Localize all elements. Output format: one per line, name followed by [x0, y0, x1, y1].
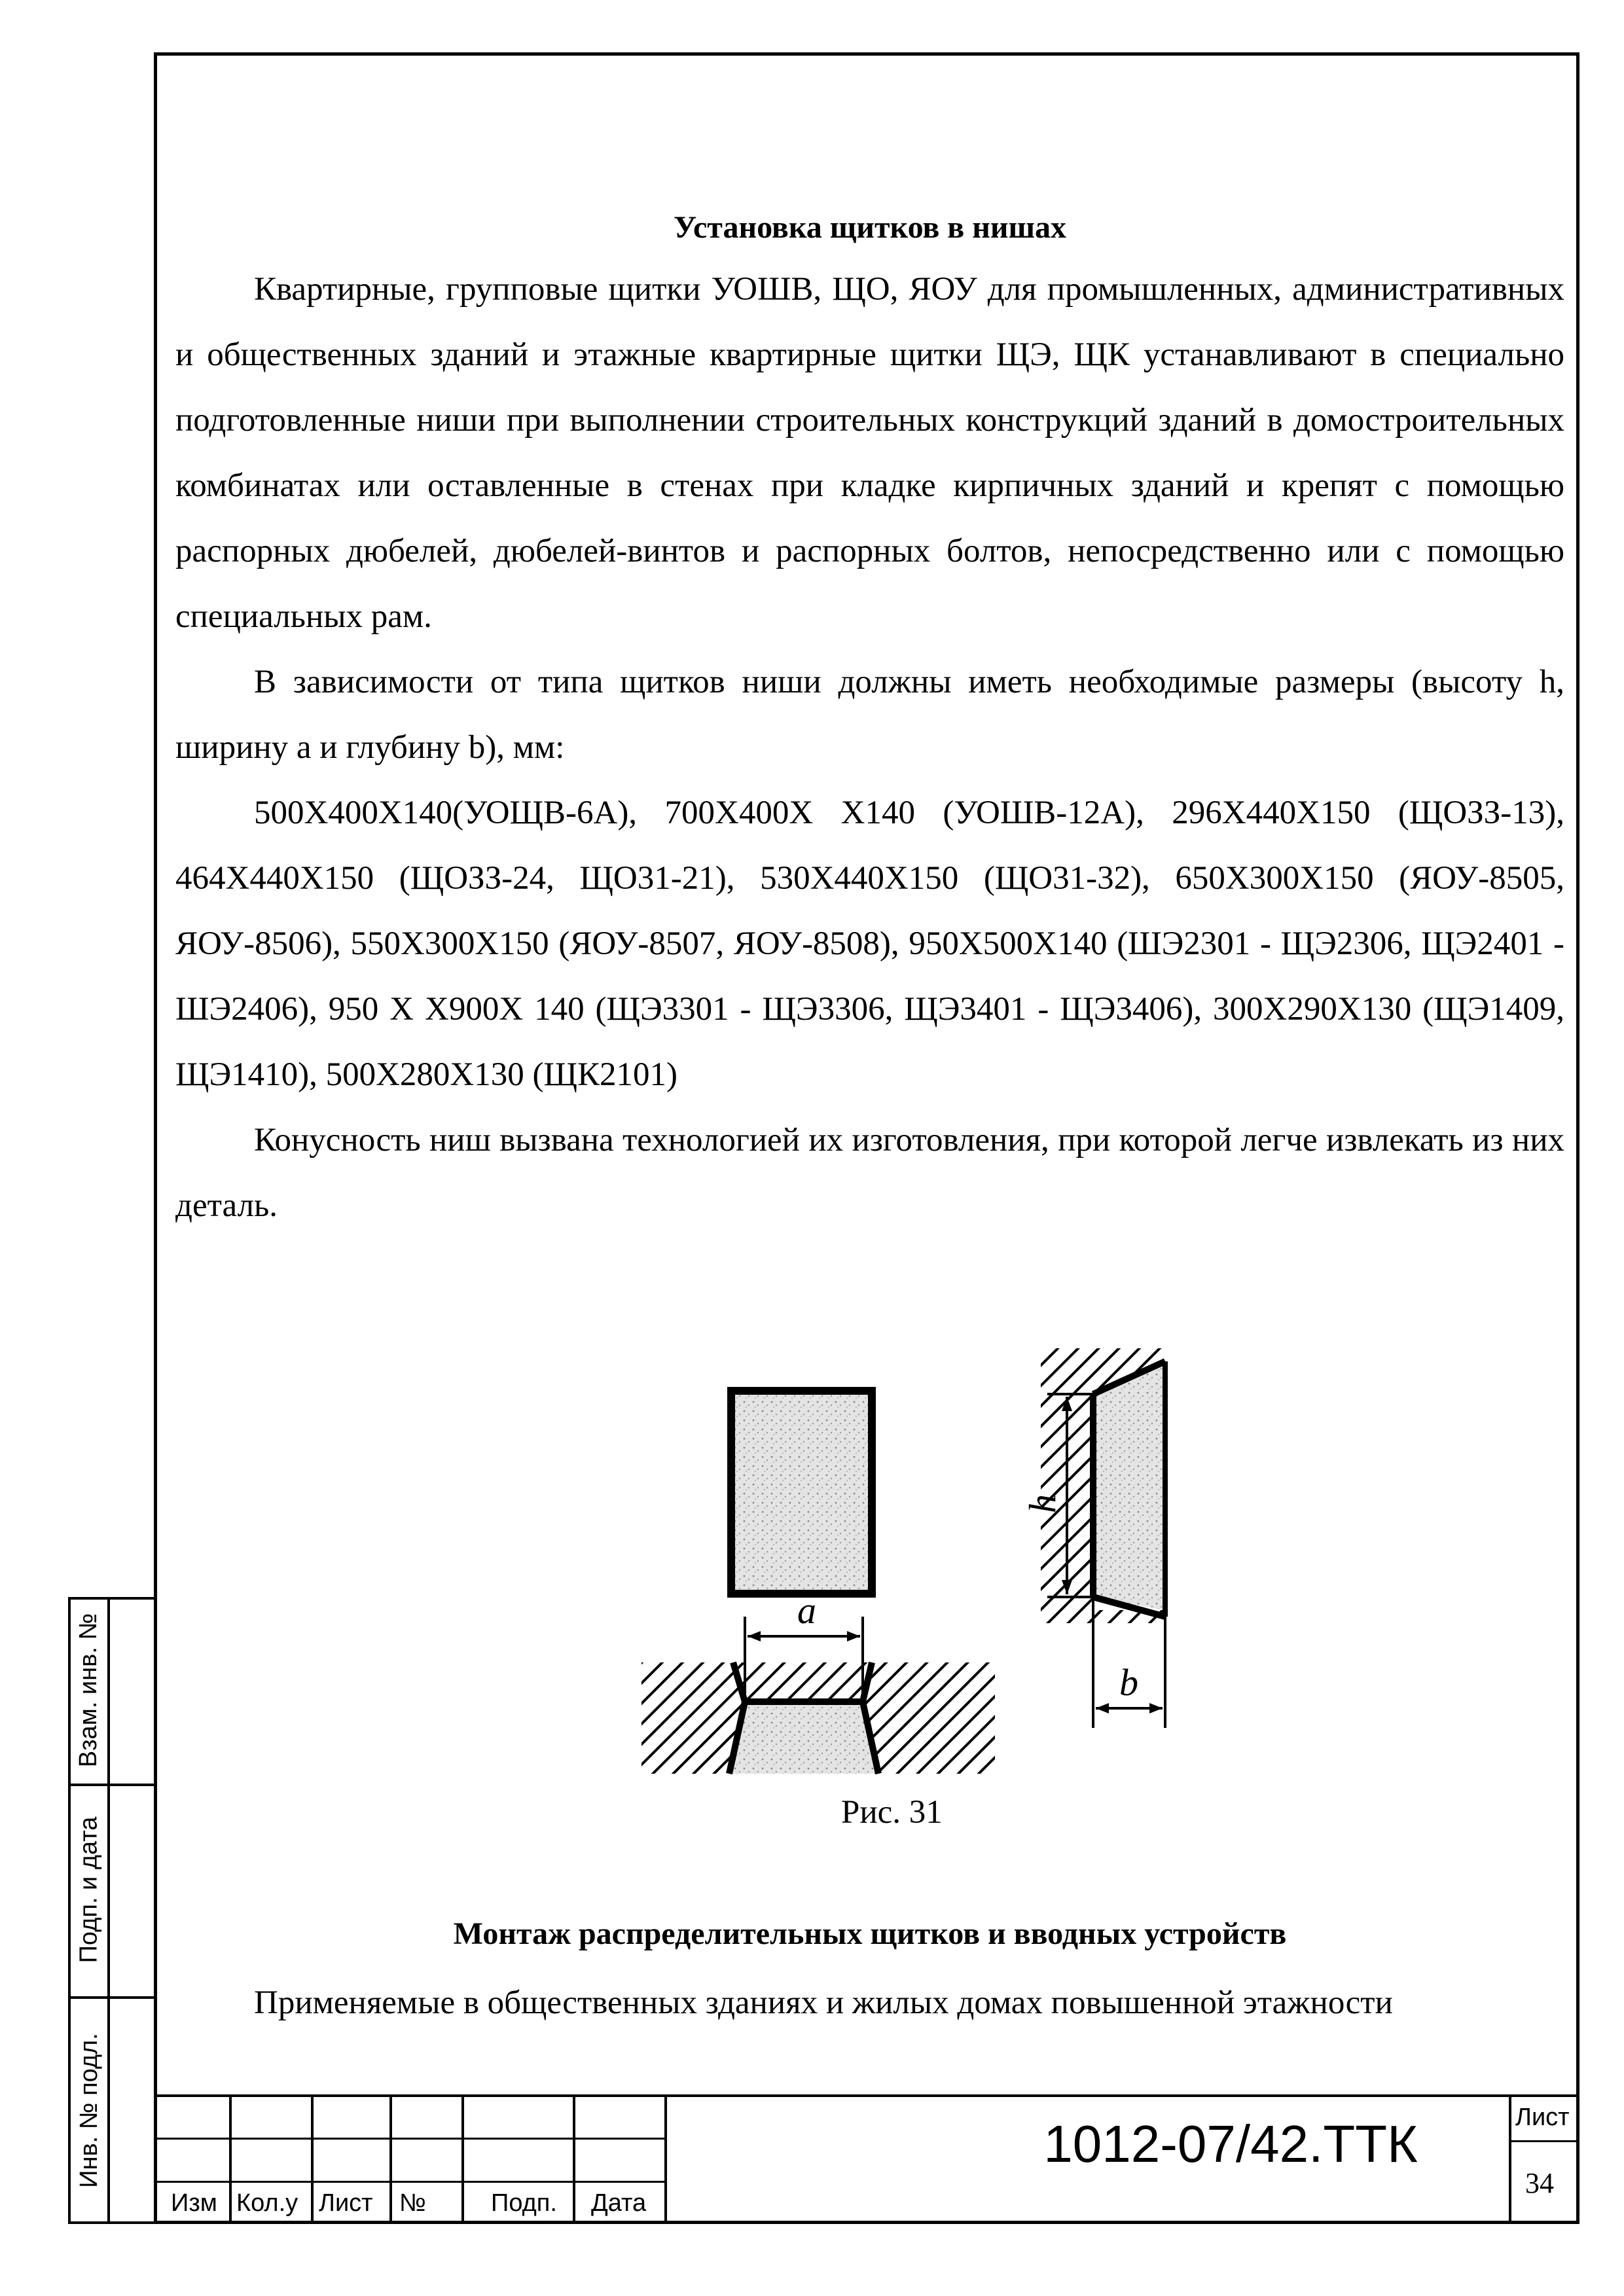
- figure-caption: Рис. 31: [841, 1794, 943, 1831]
- paragraph: Конусность ниш вызвана технологией их изготовления, при которой легче извлекать из них деталь.: [175, 1122, 1564, 1224]
- side-label-inv-podl: Инв. № подл.: [75, 2032, 103, 2188]
- tb-line: [389, 2094, 392, 2224]
- tb-line: [229, 2094, 232, 2224]
- tb-col-podp: Подп.: [491, 2189, 557, 2217]
- niche-plan: [729, 1702, 878, 1774]
- side-stamp: [68, 1597, 154, 2224]
- side-label-zam-inv: Взам. инв. №: [75, 1613, 103, 1768]
- tb-col-kolu: Кол.у: [236, 2189, 298, 2217]
- tb-line: [154, 2094, 1579, 2097]
- side-label-podp-data: Подп. и дата: [75, 1816, 103, 1964]
- section-heading: Монтаж распределительных щитков и вводных устройств: [453, 1916, 1287, 1951]
- paragraph: Применяемые в общественных зданиях и жилых домах повышенной этажности: [254, 1984, 1393, 2021]
- dimension-a-label: a: [797, 1589, 816, 1632]
- tb-col-list: Лист: [319, 2189, 373, 2217]
- tb-line: [573, 2094, 575, 2224]
- section-heading: Установка щитков в нишах: [673, 210, 1067, 245]
- document-body: [175, 208, 1564, 1238]
- niche-diagram: [641, 1335, 1178, 1793]
- document-code: 1012-07/42.ТТК: [1043, 2115, 1418, 2173]
- dimension-h-label: h: [1021, 1494, 1064, 1513]
- tb-col-data: Дата: [591, 2189, 647, 2217]
- tb-col-num: №: [399, 2189, 426, 2217]
- tb-line: [311, 2094, 314, 2224]
- paragraph: В зависимости от типа щитков ниши должны иметь необходимые размеры (высоту h, ширину a и глубину b), мм:: [175, 664, 1564, 766]
- tb-line: [461, 2094, 464, 2224]
- sheet-number: 34: [1525, 2167, 1554, 2199]
- niche-figure: [641, 1335, 1178, 1793]
- panel-block: [731, 1391, 872, 1594]
- tb-col-izm: Изм: [171, 2189, 217, 2217]
- dimension-b-label: b: [1119, 1661, 1138, 1704]
- title-block: [154, 2094, 1579, 2224]
- paragraph: 500Х400Х140(УОЩВ-6А), 700Х400Х Х140 (УОШВ-12А), 296Х440Х150 (ЩОЗЗ-13), 464Х440Х150 (ЩОЗЗ-24, ЩО31-21), 530Х440Х150 (ЩО31-32), 650Х300Х150 (ЯОУ-8505, ЯОУ-8506), 550Х300Х150 (ЯОУ-8507, ЯОУ-8508), 950Х500Х140 (ШЭ2301 - ЩЭ2306, ЩЭ2401 - ШЭ2406), 950 Х Х900Х 140 (ЩЭ3301 - ЩЭ3306, ЩЭ3401 - ЩЭ3406), 300Х290Х130 (ЩЭ1409, ЩЭ1410), 500Х280Х130 (ЩК2101): [175, 795, 1564, 1093]
- side-stamp-divider: [107, 1597, 110, 2224]
- tb-line: [664, 2094, 667, 2224]
- sheet-label: Лист: [1515, 2104, 1570, 2131]
- paragraph: Квартирные, групповые щитки УОШВ, ЩО, ЯОУ для промышленных, административных и общественных зданий и этажные квартирные щитки ЩЭ, ЩК устанавливают в специально подготовленные ниши при выполнении строительных конструкций зданий в домостроительных комбинатах или оставленные в стенах при кладке кирпичных зданий и крепят с помощью распорных дюбелей, дюбелей-винтов и распорных болтов, непосредственно или с помощью специальных рам.: [175, 271, 1564, 635]
- niche-section: [1093, 1361, 1165, 1610]
